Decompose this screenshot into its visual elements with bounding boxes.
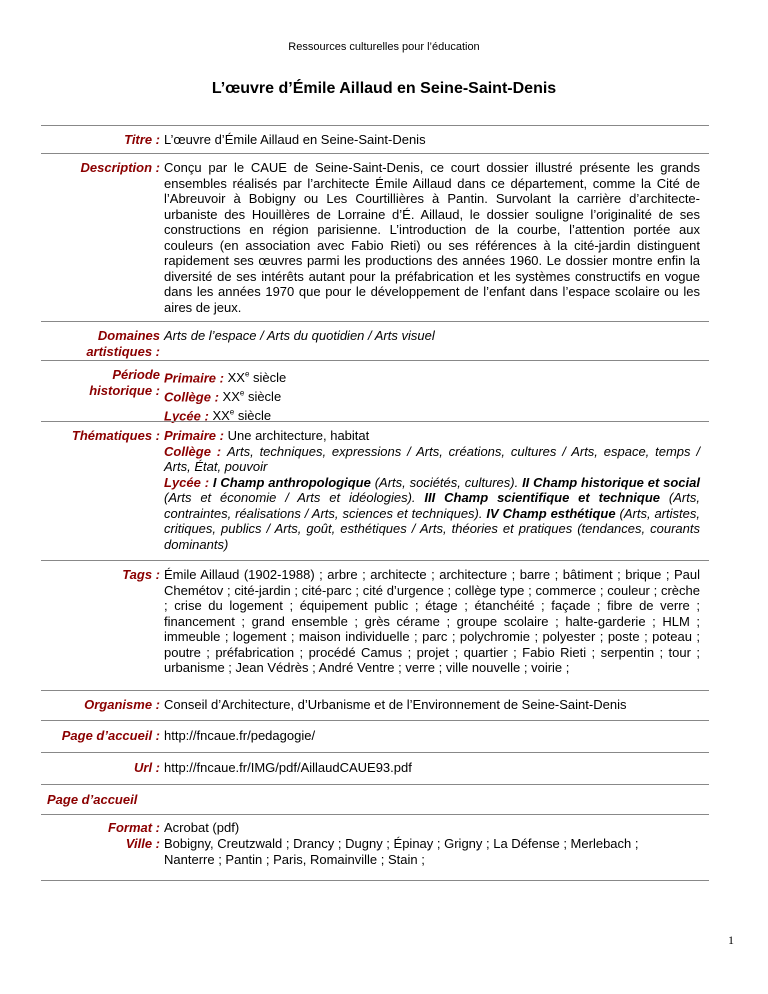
value-url: http://fncaue.fr/IMG/pdf/AillaudCAUE93.pdf [164, 760, 412, 775]
value-ville-line2: Nanterre ; Pantin ; Paris, Romainville ; Stain ; [164, 851, 425, 867]
value-periode [164, 367, 700, 423]
label-description: Description : [80, 160, 160, 175]
divider [41, 784, 709, 785]
value-ville-line1: Bobigny, Creutzwald ; Drancy ; Dugny ; Épinay ; Grigny ; La Défense ; Merlebach ; [164, 836, 639, 851]
label-periode [41, 367, 160, 399]
value-ville [164, 836, 700, 867]
label-periode-line1: Période [112, 367, 160, 382]
thematiques-college-value: Arts, techniques, expressions / Arts, créations, cultures / Arts, espace, temps / Arts, État, pouvoir [164, 443, 700, 474]
champ3-desc: (Arts, contraintes, réalisations / Arts, sciences et techniques). [164, 490, 700, 521]
value-description: Conçu par le CAUE de Seine-Saint-Denis, ce court dossier illustré présente les grands ensembles réalisés par l’architecte Émile Aillaud dans ce département, comme la Cité de l’Abreuvoir à Bobigny ou Les Courtillières à Pantin. Survolant la carrière d’architecte-urbaniste des Houillères de Lorraine d’É. Aillaud, le dossier souligne l’originalité de ses constructions en région parisienne. L’introduction de la courbe, l’attention portée aux couleurs (en association avec Fabio Rieti) ou ses références à la cité-jardin distinguent rapidement ses œuvres parmi les productions des années 1960. Le dossier montre enfin la diversité de ses intérêts autant pour la préfabrication et les systèmes constructifs en vogue dans les années 1970 que pour le développement de l’enfant dans l’espace scolaire ou les aires de jeux. [164, 160, 700, 315]
label-domaines-line1: Domaines [97, 328, 160, 343]
champ2-desc: (Arts et économie / Arts et idéologies). [164, 490, 416, 505]
divider [41, 421, 709, 422]
divider [41, 153, 709, 154]
label-domaines-line2: artistiques : [86, 344, 160, 359]
value-tags: Émile Aillaud (1902-1988) ; arbre ; architecte ; architecture ; barre ; bâtiment ; brique ; Paul Chemétov ; cité-jardin ; cité-parc ; cité d’urgence ; collège type ; commerce ; couleur ; crèche ; crise du logement ; équipement public ; étage ; étanchéité ; façade ; fibre de verre ; financement ; grand ensemble ; grès cérame ; groupe scolaire ; halte-garderie ; HLM ; immeuble ; logement ; maison individuelle ; parc ; polychromie ; polyester ; poste ; poteau ; poutre ; préfabrication ; procédé Camus ; projet ; quartier ; Fabio Rieti ; serpentin ; tour ; urbanisme ; Jean Védrès ; André Ventre ; verre ; ville nouvelle ; voirie ; [164, 567, 700, 675]
page-header: Ressources culturelles pour l’éducation [288, 41, 480, 53]
periode-lycee-label: Lycée : [164, 407, 209, 423]
thematiques-primaire-label: Primaire : [164, 428, 224, 443]
label-thematiques: Thématiques : [71, 428, 160, 443]
divider [41, 814, 709, 815]
divider [41, 752, 709, 753]
champ1-desc: (Arts, sociétés, cultures). [374, 474, 519, 490]
label-tags: Tags : [122, 567, 160, 582]
champ2-title: II Champ historique et social [522, 474, 700, 490]
label-domaines [41, 328, 160, 360]
periode-college-value: XXe siècle [222, 388, 282, 405]
value-format: Acrobat (pdf) [164, 820, 240, 835]
divider [41, 880, 709, 881]
value-titre: L’œuvre d’Émile Aillaud en Seine-Saint-Denis [164, 132, 426, 147]
label-periode-line2: historique : [89, 383, 160, 398]
label-format: Format : [108, 820, 160, 835]
divider [41, 720, 709, 721]
value-organisme: Conseil d’Architecture, d’Urbanisme et de l’Environnement de Seine-Saint-Denis [164, 697, 627, 712]
periode-primaire-value: XXe siècle [227, 370, 287, 386]
page-number: 1 [728, 933, 734, 947]
champ4-desc: (Arts, artistes, critiques, publics / Arts, goût, esthétiques / Arts, théories et pratiques (tendances, courants dominants) [164, 505, 700, 552]
thematiques-primaire-value: Une architecture, habitat [227, 428, 370, 443]
champ3-title: III Champ scientifique et technique [424, 490, 661, 505]
document-title: L’œuvre d’Émile Aillaud en Seine-Saint-Denis [211, 80, 557, 97]
periode-lycee-value: XXe siècle [212, 407, 272, 423]
value-page-accueil: http://fncaue.fr/pedagogie/ [164, 728, 316, 743]
label-titre: Titre : [124, 132, 160, 147]
champ1-title: I Champ anthropologique [212, 474, 371, 490]
label-ville: Ville : [125, 836, 160, 851]
divider [41, 560, 709, 561]
divider [41, 690, 709, 691]
champ4-title: IV Champ esthétique [486, 505, 616, 521]
label-url: Url : [134, 760, 160, 775]
divider [41, 360, 709, 361]
periode-primaire-label: Primaire : [164, 370, 224, 386]
divider [41, 321, 709, 322]
periode-college-label: Collège : [164, 389, 219, 405]
thematiques-lycee-label: Lycée : [164, 474, 210, 490]
thematiques-college-label: Collège : [164, 443, 222, 459]
label-organisme: Organisme : [84, 697, 160, 712]
divider [41, 125, 709, 126]
value-thematiques [164, 428, 700, 552]
value-domaines: Arts de l’espace / Arts du quotidien / Arts visuel [164, 328, 435, 343]
label-page-accueil: Page d’accueil : [61, 728, 160, 743]
label-page-accueil-2: Page d’accueil [47, 792, 138, 807]
